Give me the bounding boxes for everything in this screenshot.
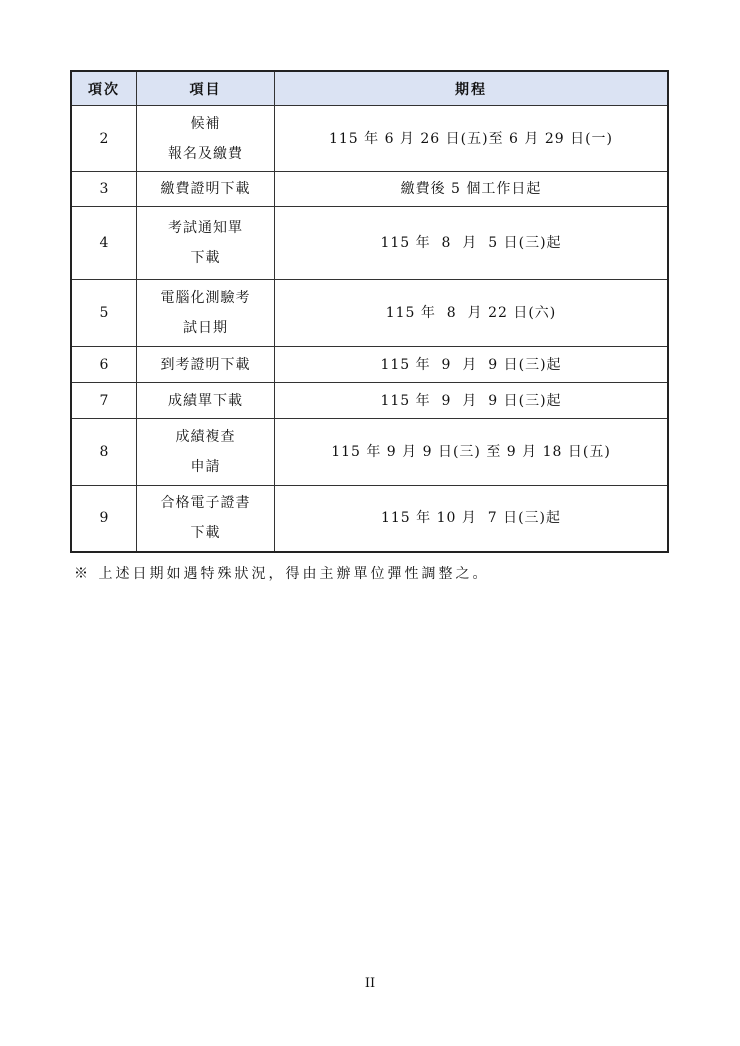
row-no: 3	[71, 172, 137, 207]
row-period: 115 年 9 月 9 日(三) 至 9 月 18 日(五)	[275, 419, 669, 486]
item-line: 合格電子證書	[160, 495, 251, 512]
item-line: 到考證明下載	[160, 356, 251, 373]
item-line: 繳費證明下載	[160, 181, 251, 197]
row-no: 6	[71, 347, 137, 383]
table-row	[71, 419, 668, 486]
row-period: 115 年 9 月 9 日(三)起	[275, 347, 669, 383]
row-item	[137, 106, 275, 172]
page-number: II	[364, 976, 376, 991]
row-no: 9	[71, 486, 137, 552]
item-line: 報名及繳費	[168, 145, 243, 162]
row-period: 115 年 6 月 26 日(五)至 6 月 29 日(一)	[275, 106, 669, 172]
item-line: 電腦化測驗考	[160, 290, 251, 306]
row-period: 115 年 9 月 9 日(三)起	[275, 383, 669, 419]
row-item	[137, 383, 275, 419]
footnote: ※ 上述日期如遇特殊狀況，得由主辦單位彈性調整之。	[74, 566, 490, 582]
item-line: 申請	[190, 459, 221, 475]
table-row	[71, 280, 668, 347]
table-header-row	[71, 71, 668, 106]
table-row	[71, 347, 668, 383]
item-line: 成績單下載	[168, 392, 243, 409]
row-period: 115 年 8 月 22 日(六)	[275, 280, 669, 347]
table-row	[71, 106, 668, 172]
table-row	[71, 486, 668, 552]
item-line: 成績複查	[175, 429, 236, 445]
header-item: 項目	[137, 71, 275, 106]
row-item	[137, 486, 275, 552]
row-period: 115 年 10 月 7 日(三)起	[275, 486, 669, 552]
row-item	[137, 207, 275, 280]
schedule-table	[70, 70, 669, 553]
row-item	[137, 280, 275, 347]
row-no: 2	[71, 106, 137, 172]
table-row	[71, 172, 668, 207]
row-no: 5	[71, 280, 137, 347]
row-item	[137, 419, 275, 486]
row-period: 115 年 8 月 5 日(三)起	[275, 207, 669, 280]
item-line: 下載	[190, 250, 221, 266]
item-line: 試日期	[183, 320, 228, 336]
row-no: 8	[71, 419, 137, 486]
table-row	[71, 383, 668, 419]
item-line: 考試通知單	[168, 220, 243, 236]
header-no: 項次	[71, 71, 137, 106]
row-no: 4	[71, 207, 137, 280]
row-no: 7	[71, 383, 137, 419]
item-line: 下載	[190, 525, 221, 542]
item-line: 候補	[190, 115, 221, 132]
table-row	[71, 207, 668, 280]
row-period: 繳費後 5 個工作日起	[275, 172, 669, 207]
header-period: 期程	[275, 71, 669, 106]
row-item	[137, 347, 275, 383]
row-item	[137, 172, 275, 207]
